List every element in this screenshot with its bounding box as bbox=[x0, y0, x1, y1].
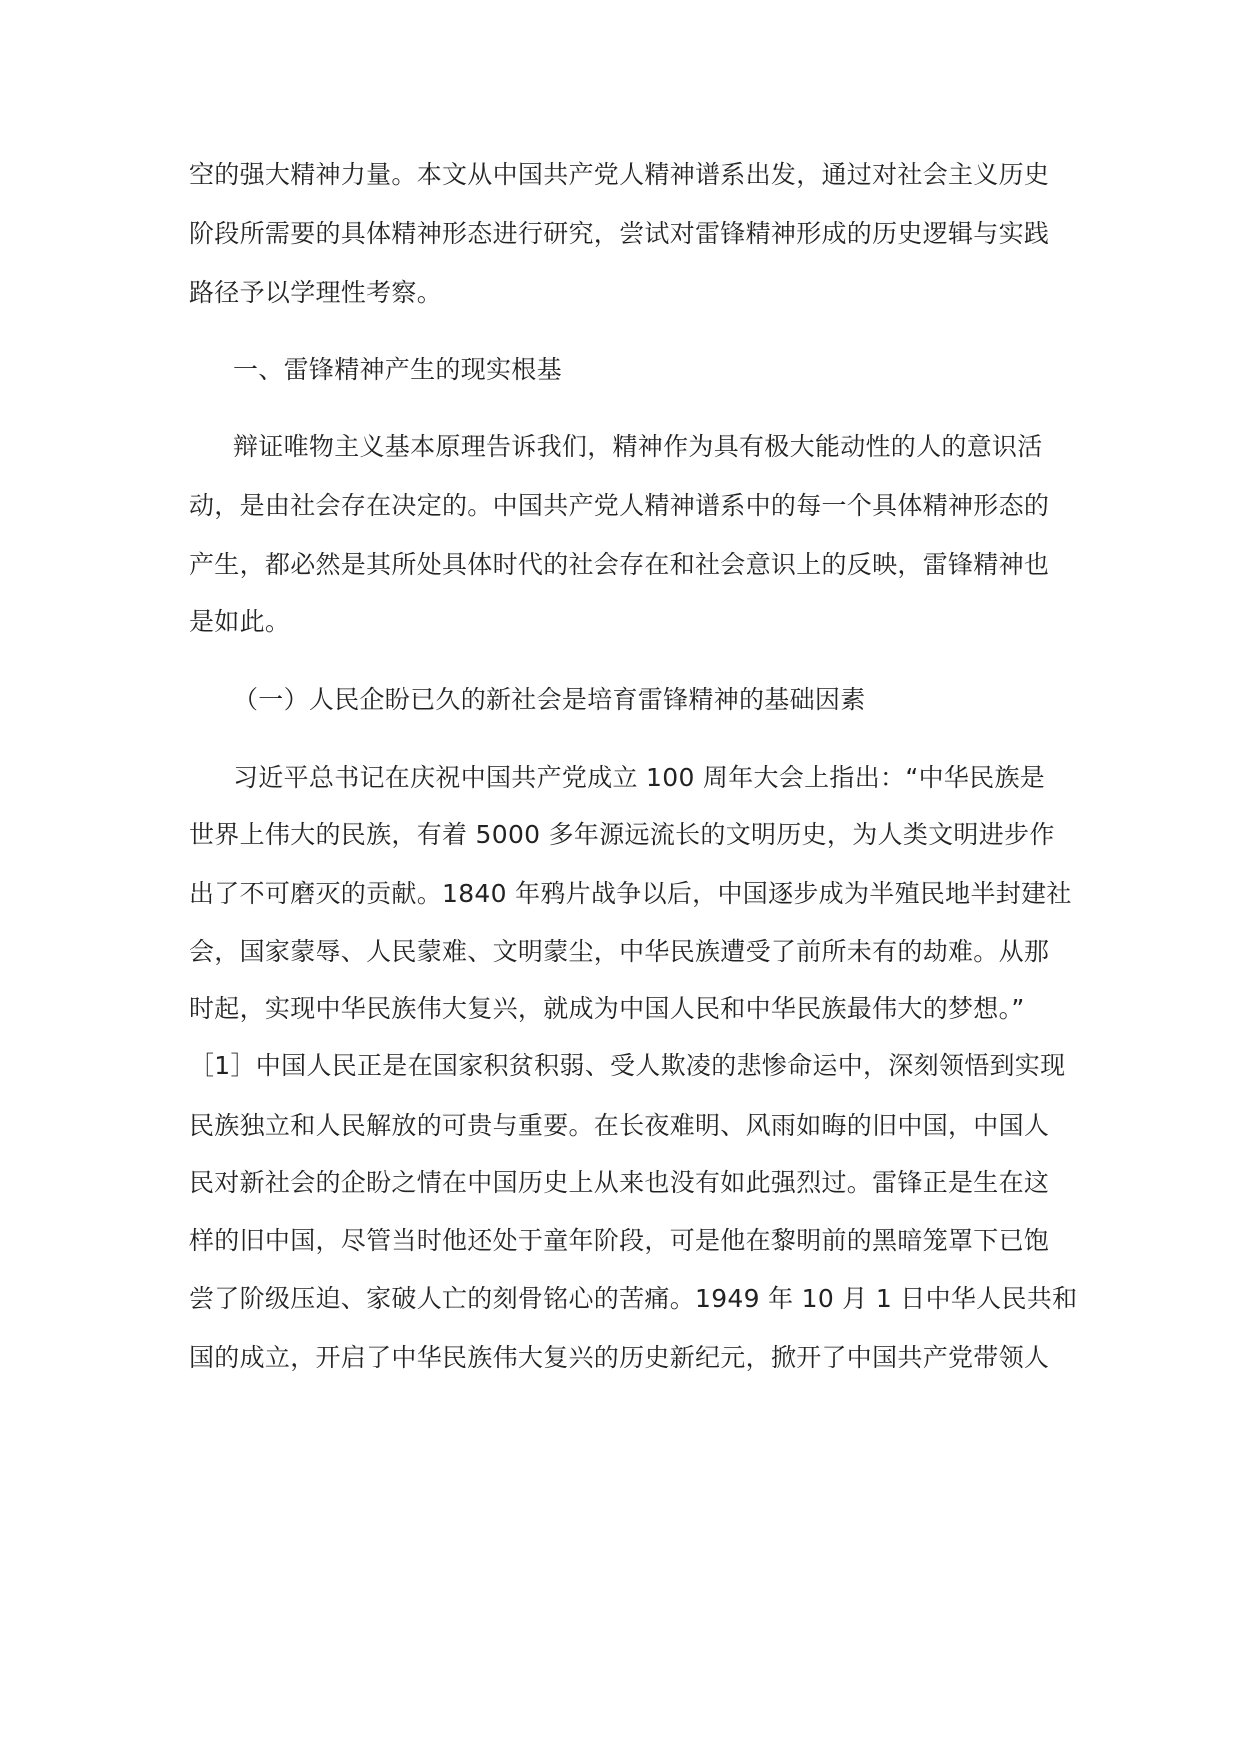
body-line: 会，国家蒙辱、人民蒙难、文明蒙尘，中华民族遭受了前所未有的劫难。从那 bbox=[189, 937, 1050, 966]
body-line: 尝了阶级压迫、家破人亡的刻骨铭心的苦痛。1949 年 10 月 1 日中华人民共和 bbox=[189, 1284, 1078, 1313]
body-line: ［1］中国人民正是在国家积贫积弱、受人欺凌的悲惨命运中，深刻领悟到实现 bbox=[189, 1051, 1066, 1080]
body-line: 出了不可磨灭的贡献。1840 年鸦片战争以后，中国逐步成为半殖民地半封建社 bbox=[189, 879, 1072, 908]
body-line: 路径予以学理性考察。 bbox=[189, 278, 443, 307]
body-line: 阶段所需要的具体精神形态进行研究，尝试对雷锋精神形成的历史逻辑与实践 bbox=[189, 219, 1050, 248]
body-line: 产生，都必然是其所处具体时代的社会存在和社会意识上的反映，雷锋精神也 bbox=[189, 550, 1050, 579]
body-line: 国的成立，开启了中华民族伟大复兴的历史新纪元，掀开了中国共产党带领人 bbox=[189, 1343, 1050, 1372]
body-line: 世界上伟大的民族，有着 5000 多年源远流长的文明历史，为人类文明进步作 bbox=[189, 820, 1055, 849]
body-line: 民对新社会的企盼之情在中国历史上从来也没有如此强烈过。雷锋正是生在这 bbox=[189, 1168, 1050, 1197]
section-heading: 一、雷锋精神产生的现实根基 bbox=[233, 355, 562, 384]
body-line: 动，是由社会存在决定的。中国共产党人精神谱系中的每一个具体精神形态的 bbox=[189, 491, 1050, 520]
body-line: 时起，实现中华民族伟大复兴，就成为中国人民和中华民族最伟大的梦想。” bbox=[189, 994, 1025, 1023]
body-line: 习近平总书记在庆祝中国共产党成立 100 周年大会上指出：“中华民族是 bbox=[233, 763, 1046, 792]
body-line: 民族独立和人民解放的可贵与重要。在长夜难明、风雨如晦的旧中国，中国人 bbox=[189, 1111, 1050, 1140]
body-line: 样的旧中国，尽管当时他还处于童年阶段，可是他在黎明前的黑暗笼罩下已饱 bbox=[189, 1226, 1050, 1255]
subsection-heading: （一）人民企盼已久的新社会是培育雷锋精神的基础因素 bbox=[233, 685, 866, 714]
body-line: 辩证唯物主义基本原理告诉我们，精神作为具有极大能动性的人的意识活 bbox=[233, 432, 1043, 461]
body-line: 是如此。 bbox=[189, 607, 291, 636]
body-line: 空的强大精神力量。本文从中国共产党人精神谱系出发，通过对社会主义历史 bbox=[189, 160, 1050, 189]
